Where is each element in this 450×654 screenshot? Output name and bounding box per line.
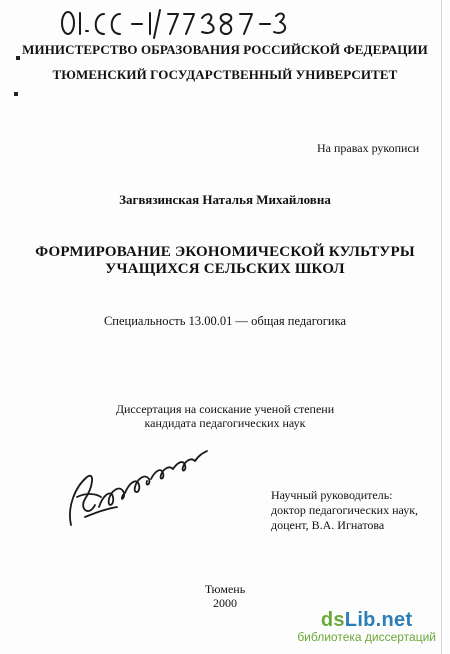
supervisor-line-1: доктор педагогических наук, xyxy=(271,503,419,517)
thesis-title-line-2: УЧАЩИХСЯ СЕЛЬСКИХ ШКОЛ xyxy=(105,261,345,277)
thesis-title-line-1: ФОРМИРОВАНИЕ ЭКОНОМИЧЕСКОЙ КУЛЬТУРЫ xyxy=(35,244,415,260)
degree-line-1: Диссертация на соискание ученой степени xyxy=(115,402,335,416)
handwritten-signature xyxy=(65,447,210,532)
manuscript-rights-note: На правах рукописи xyxy=(317,141,420,155)
year: 2000 xyxy=(213,596,237,610)
supervisor-line-2: доцент, В.А. Игнатова xyxy=(271,518,385,532)
supervisor-block xyxy=(271,488,418,533)
supervisor-label: Научный руководитель: xyxy=(271,488,393,502)
city-name: Тюмень xyxy=(204,582,246,596)
university-heading: ТЮМЕНСКИЙ ГОСУДАРСТВЕННЫЙ УНИВЕРСИТЕТ xyxy=(52,67,398,82)
author-name: Загвязинская Наталья Михайловна xyxy=(119,192,331,207)
specialty-line: Специальность 13.00.01 — общая педагогика xyxy=(103,314,347,328)
margin-mark xyxy=(14,92,18,96)
watermark-subtitle: библиотека диссертаций xyxy=(297,630,436,644)
degree-line-2: кандидата педагогических наук xyxy=(144,416,306,430)
watermark-logo xyxy=(297,609,436,632)
handwritten-code xyxy=(58,6,288,40)
watermark-logo-rest: Lib.net xyxy=(344,609,413,631)
watermark-logo-ds: ds xyxy=(320,609,345,631)
ministry-heading: МИНИСТЕРСТВО ОБРАЗОВАНИЯ РОССИЙСКОЙ ФЕДЕРАЦИИ xyxy=(22,42,428,57)
dslib-watermark xyxy=(297,609,436,644)
